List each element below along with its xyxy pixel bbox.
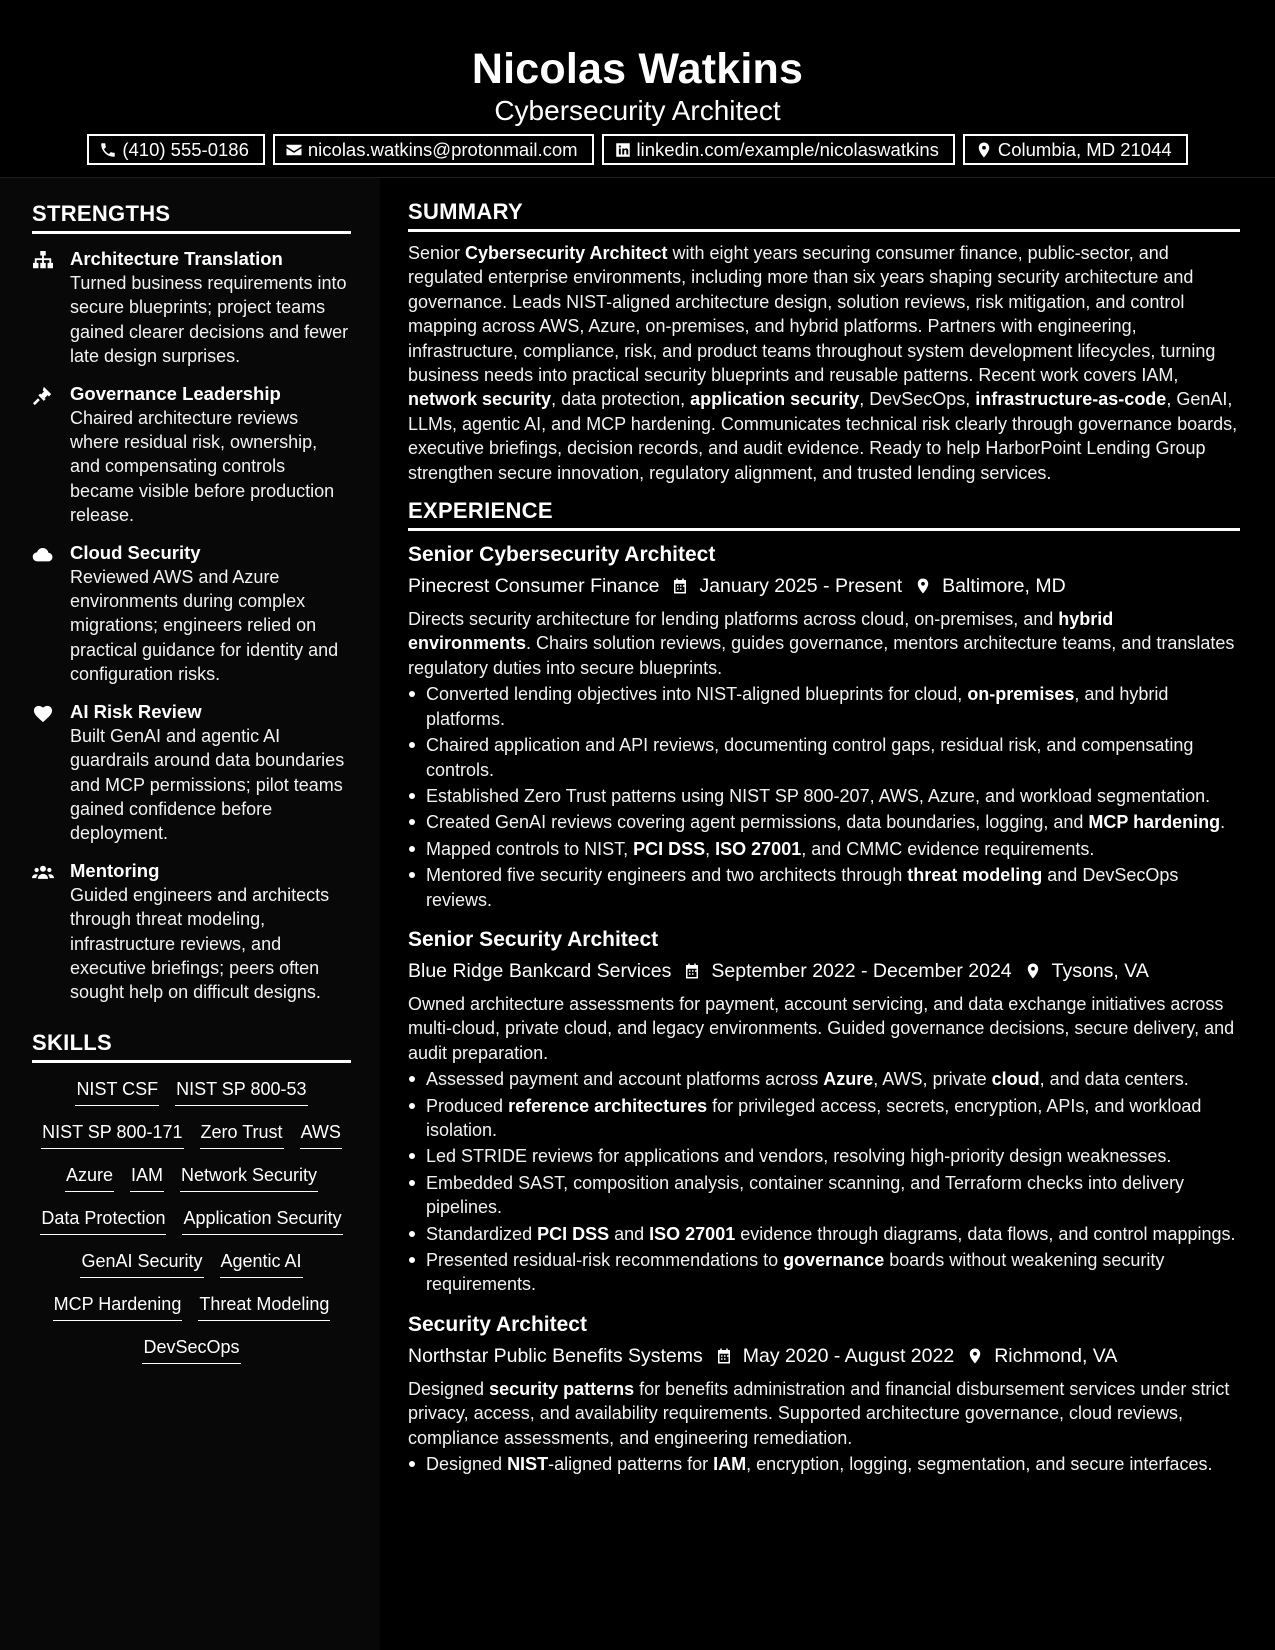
job-bullets — [408, 1067, 1240, 1297]
job-meta — [408, 958, 1240, 984]
job-title: Senior Cybersecurity Architect — [408, 543, 716, 567]
skill-tag: IAM — [130, 1161, 164, 1192]
job-bullet: Standardized PCI DSS and ISO 27001 evidence through diagrams, data flows, and control mappings. — [408, 1222, 1240, 1246]
calendar-icon — [683, 961, 701, 981]
main-content — [408, 198, 1240, 1476]
skill-tag: Data Protection — [40, 1204, 166, 1235]
skill-tag: NIST SP 800-171 — [41, 1118, 183, 1149]
strength-item — [32, 700, 351, 846]
job-bullet: Embedded SAST, composition analysis, container scanning, and Terraform checks into delivery pipelines. — [408, 1171, 1240, 1220]
job-entry — [408, 541, 1240, 912]
skill-tag: NIST CSF — [75, 1075, 159, 1106]
job-entry — [408, 1311, 1240, 1477]
skill-tag: Azure — [65, 1161, 114, 1192]
strength-item — [32, 247, 351, 369]
job-dates: January 2025 - Present — [699, 575, 903, 598]
job-bullet: Led STRIDE reviews for applications and vendors, resolving high-priority design weaknesses. — [408, 1144, 1240, 1168]
location-icon — [1024, 961, 1042, 981]
job-description: Designed security patterns for benefits administration and financial disbursement services under strict privacy, access, and availability requirements. Supported architecture governance, cloud reviews, compliance assessments, and engineering remediation. — [408, 1378, 1230, 1448]
job-dates: May 2020 - August 2022 — [742, 1344, 955, 1367]
job-description: Directs security architecture for lending platforms across cloud, on-premises, and hybrid environments. Chairs solution reviews, guides governance, mentors architecture teams, and translates regulatory duties into secure blueprints. — [408, 609, 1235, 678]
skills-heading: SKILLS — [32, 1029, 351, 1063]
strength-desc: Chaired architecture reviews where residual risk, ownership, and compensating controls became visible before production release. — [70, 407, 335, 526]
job-entry — [408, 926, 1240, 1297]
job-bullet: Designed NIST-aligned patterns for IAM, encryption, logging, segmentation, and secure interfaces. — [408, 1452, 1240, 1476]
summary-heading: SUMMARY — [408, 198, 1240, 232]
job-meta — [408, 1343, 1240, 1369]
strength-desc: Guided engineers and architects through threat modeling, infrastructure reviews, and executive briefings; peers often sought help on difficult designs. — [70, 884, 330, 1003]
candidate-name: Nicolas Watkins — [471, 45, 804, 93]
strength-title: Governance Leadership — [70, 382, 281, 404]
resume-header — [0, 0, 1275, 178]
phone-icon — [99, 141, 117, 159]
strength-title: Cloud Security — [70, 541, 201, 563]
sidebar — [0, 178, 380, 1650]
skill-tag: Network Security — [180, 1161, 318, 1192]
skill-tag: NIST SP 800-53 — [175, 1075, 307, 1106]
summary-text: Senior Cybersecurity Architect with eight years securing consumer finance, public-sector, and regulated enterprise environments, including more than six years shaping security architecture and governance. Leads NIST-aligned architecture design, solution reviews, risk mitigation, and control mapping across AWS, Azure, on-premises, and hybrid platforms. Partners with engineering, infrastructure, compliance, risk, and product teams throughout system development lifecycles, turning business needs into practical security blueprints and reusable patterns. Recent work covers IAM, network security, data protection, application security, DevSecOps, infrastructure-as-code, GenAI, LLMs, agentic AI, and MCP hardening. Communicates technical risk clearly through governance boards, executive briefings, decision records, and audit evidence. Ready to help HarborPoint Lending Group strengthen secure innovation, regulatory alignment, and trusted lending services. — [408, 243, 1238, 483]
job-location: Baltimore, MD — [942, 575, 1066, 598]
contact-linkedin-text: linkedin.com/example/nicolaswatkins — [636, 138, 939, 160]
skills-list — [32, 1075, 351, 1364]
job-title: Security Architect — [408, 1312, 587, 1336]
strength-desc: Built GenAI and agentic AI guardrails around data boundaries and MCP permissions; pilot teams gained confidence before deployment. — [70, 725, 345, 844]
contact-linkedin[interactable] — [602, 134, 955, 165]
skill-tag: Agentic AI — [220, 1247, 303, 1278]
contact-location[interactable] — [963, 134, 1188, 165]
job-bullet: Chaired application and API reviews, documenting control gaps, residual risk, and compensating controls. — [408, 733, 1240, 782]
candidate-role: Cybersecurity Architect — [494, 95, 781, 126]
strength-title: AI Risk Review — [70, 700, 202, 722]
skill-tag: Application Security — [182, 1204, 342, 1235]
strength-item — [32, 541, 351, 687]
location-icon — [975, 141, 993, 159]
strengths-heading: STRENGTHS — [32, 200, 351, 234]
job-company: Northstar Public Benefits Systems — [408, 1344, 703, 1367]
linkedin-icon — [614, 141, 632, 159]
skill-tag: GenAI Security — [80, 1247, 203, 1278]
job-bullet: Converted lending objectives into NIST-aligned blueprints for cloud, on-premises, and hybrid platforms. — [408, 682, 1240, 731]
job-bullet: Mapped controls to NIST, PCI DSS, ISO 27001, and CMMC evidence requirements. — [408, 837, 1240, 861]
strength-title: Architecture Translation — [70, 248, 283, 269]
calendar-icon — [671, 576, 689, 596]
job-bullet: Assessed payment and account platforms across Azure, AWS, private cloud, and data centers. — [408, 1067, 1240, 1091]
job-dates: September 2022 - December 2024 — [711, 959, 1012, 982]
job-meta — [408, 573, 1240, 599]
job-bullet: Produced reference architectures for privileged access, secrets, encryption, APIs, and workload isolation. — [408, 1094, 1240, 1143]
job-title: Senior Security Architect — [408, 927, 659, 951]
email-icon — [285, 141, 303, 159]
skill-tag: AWS — [300, 1118, 342, 1149]
contact-phone-text: (410) 555-0186 — [122, 138, 249, 160]
job-location: Tysons, VA — [1051, 959, 1149, 982]
strength-item — [32, 382, 351, 528]
job-description: Owned architecture assessments for payment, account servicing, and data exchange initiatives across multi-cloud, private cloud, and legacy environments. Guided governance decisions, secure delivery, and audit preparation. — [408, 993, 1235, 1063]
job-company: Pinecrest Consumer Finance — [408, 575, 660, 598]
job-bullets — [408, 682, 1240, 912]
job-bullet: Created GenAI reviews covering agent permissions, data boundaries, logging, and MCP hardening. — [408, 810, 1240, 834]
strength-desc: Reviewed AWS and Azure environments during complex migrations; engineers relied on practical guidance for identity and configuration risks. — [70, 566, 339, 685]
job-company: Blue Ridge Bankcard Services — [408, 959, 672, 982]
contact-phone[interactable] — [87, 134, 265, 165]
heart-icon — [32, 704, 54, 724]
skill-tag: MCP Hardening — [53, 1290, 183, 1321]
experience-list — [408, 541, 1240, 1476]
contact-bar — [0, 134, 1275, 165]
contact-email-text: nicolas.watkins@protonmail.com — [307, 138, 578, 160]
job-location: Richmond, VA — [994, 1344, 1118, 1367]
job-bullets — [408, 1452, 1240, 1476]
skill-tag: DevSecOps — [142, 1333, 240, 1364]
job-bullet: Mentored five security engineers and two architects through threat modeling and DevSecOps reviews. — [408, 863, 1240, 912]
skill-tag: Zero Trust — [200, 1118, 284, 1149]
gavel-icon — [32, 386, 54, 406]
location-icon — [966, 1346, 984, 1366]
calendar-icon — [715, 1346, 733, 1366]
experience-heading: EXPERIENCE — [408, 497, 1240, 531]
strength-desc: Turned business requirements into secure blueprints; project teams gained clearer decisions and fewer late design surprises. — [70, 273, 349, 367]
cloud-icon — [32, 545, 54, 565]
strength-title: Mentoring — [70, 859, 160, 881]
job-bullet: Presented residual-risk recommendations to governance boards without weakening security requirements. — [408, 1248, 1240, 1297]
skill-tag: Threat Modeling — [198, 1290, 330, 1321]
users-icon — [32, 863, 54, 883]
contact-email[interactable] — [273, 134, 594, 165]
strength-item — [32, 859, 351, 1005]
contact-location-text: Columbia, MD 21044 — [997, 138, 1172, 160]
sitemap-icon — [32, 251, 54, 271]
location-icon — [914, 576, 932, 596]
job-bullet: Established Zero Trust patterns using NIST SP 800-207, AWS, Azure, and workload segmentation. — [408, 784, 1240, 808]
